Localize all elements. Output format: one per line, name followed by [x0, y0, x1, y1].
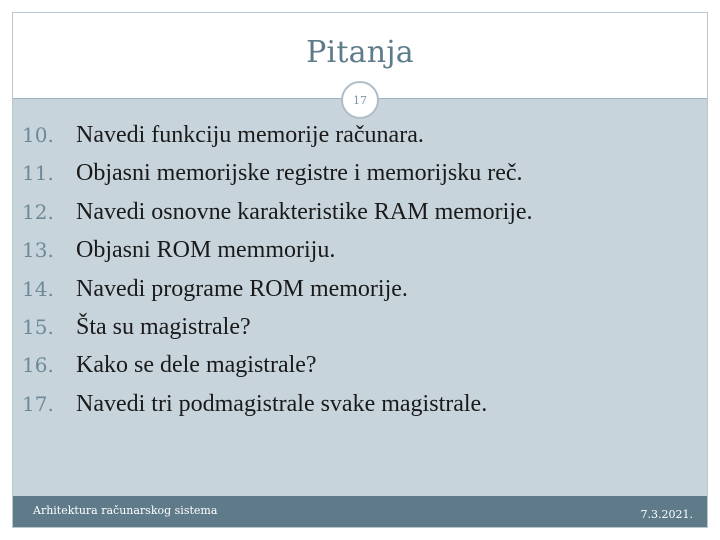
slide-title: Pitanja [306, 35, 414, 70]
footer-bar [13, 496, 707, 527]
list-item [22, 122, 533, 160]
list-item [22, 199, 533, 237]
question-number: 10. [22, 123, 54, 147]
list-item [22, 391, 533, 429]
footer-date: 7.3.2021. [640, 508, 693, 521]
question-text: Objasni memorijske registre i memorijsku reč. [76, 160, 523, 187]
question-number: 12. [22, 199, 54, 224]
list-item [22, 314, 533, 352]
question-text: Šta su magistrale? [76, 313, 251, 340]
question-text: Kako se dele magistrale? [76, 352, 317, 379]
slide-number-badge [341, 81, 379, 119]
slide-number: 17 [353, 93, 367, 107]
list-item [22, 352, 533, 390]
question-list [22, 122, 533, 429]
question-number: 16. [22, 353, 54, 378]
question-number: 13. [22, 238, 54, 263]
question-number: 15. [22, 314, 54, 339]
question-text: Navedi tri podmagistrale svake magistrale. [76, 390, 488, 417]
question-number: 17. [22, 391, 54, 416]
footer-course-title: Arhitektura računarskog sistema [33, 504, 218, 517]
list-item [22, 237, 533, 275]
list-item [22, 276, 533, 314]
question-number: 14. [22, 276, 54, 301]
question-text: Navedi programe ROM memorije. [76, 275, 408, 302]
list-item [22, 160, 533, 198]
question-text: Objasni ROM memmoriju. [76, 237, 336, 264]
question-text: Navedi osnovne karakteristike RAM memorije. [76, 198, 533, 225]
question-text: Navedi funkciju memorije računara. [76, 122, 424, 148]
question-number: 11. [22, 161, 54, 186]
